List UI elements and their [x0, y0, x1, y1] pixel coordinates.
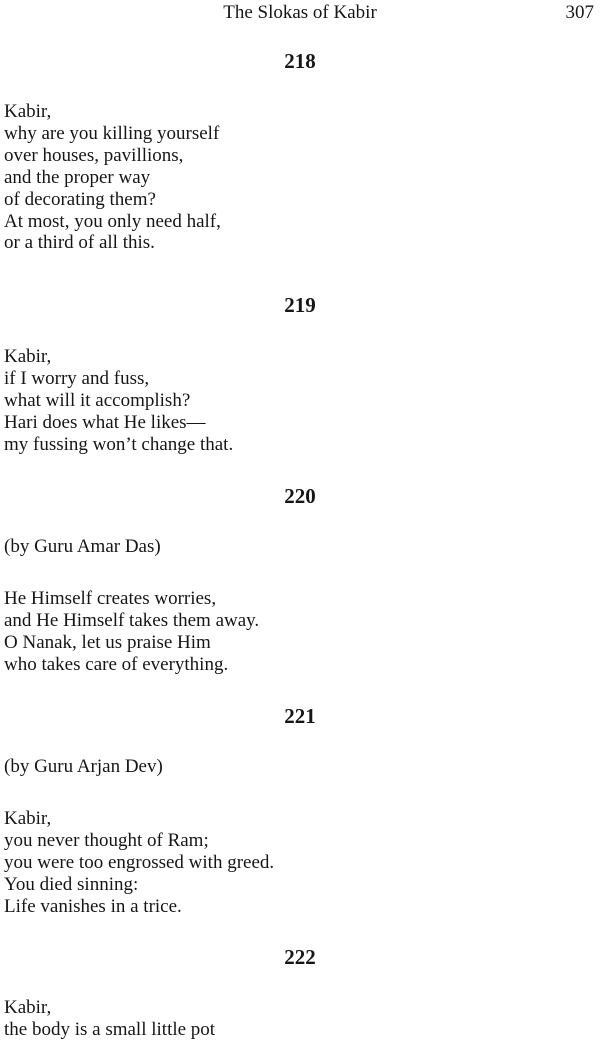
page-number: 307 — [565, 2, 594, 23]
verse-line: At most, you only need half, — [4, 210, 221, 232]
verse-line: you were too engrossed with greed. — [4, 851, 275, 873]
sloka-number: 222 — [284, 945, 316, 969]
verse-line: you never thought of Ram; — [4, 829, 209, 851]
sloka-text — [4, 101, 221, 254]
verse-line: Kabir, — [4, 997, 52, 1018]
verse-line: O Nanak, let us praise Him — [4, 631, 211, 653]
verse-line: the body is a small little pot — [4, 1018, 216, 1040]
verse-line: He Himself creates worries, — [4, 588, 217, 609]
verse-line: and He Himself takes them away. — [4, 609, 260, 631]
verse-line: of decorating them? — [4, 188, 156, 210]
verse-line: Kabir, — [4, 808, 52, 829]
verse-line: and the proper way — [4, 166, 151, 188]
verse-line: You died sinning: — [4, 873, 139, 895]
verse-line: or a third of all this. — [4, 232, 155, 254]
sloka-number: 221 — [284, 704, 316, 728]
verse-line: why are you killing yourself — [4, 122, 220, 144]
verse-line: over houses, pavillions, — [4, 144, 184, 166]
running-header-title: The Slokas of Kabir — [223, 2, 377, 23]
verse-line: Life vanishes in a trice. — [4, 895, 182, 917]
sloka-text — [4, 997, 215, 1041]
sloka-number: 219 — [284, 293, 316, 317]
verse-line: Kabir, — [4, 101, 52, 122]
sloka-text — [4, 808, 274, 918]
verse-line: who takes care of everything. — [4, 653, 229, 675]
verse-line: my fussing won’t change that. — [4, 433, 234, 455]
verse-line: Kabir, — [4, 346, 52, 367]
verse-line: what will it accomplish? — [4, 389, 191, 411]
verse-line: Hari does what He likes— — [4, 411, 206, 433]
verse-line: if I worry and fuss, — [4, 367, 150, 389]
sloka-text — [4, 588, 259, 676]
sloka-attribution: (by Guru Arjan Dev) — [4, 756, 163, 777]
sloka-attribution: (by Guru Amar Das) — [4, 536, 161, 557]
sloka-number: 218 — [284, 49, 316, 73]
sloka-text — [4, 346, 233, 456]
sloka-number: 220 — [284, 484, 316, 508]
